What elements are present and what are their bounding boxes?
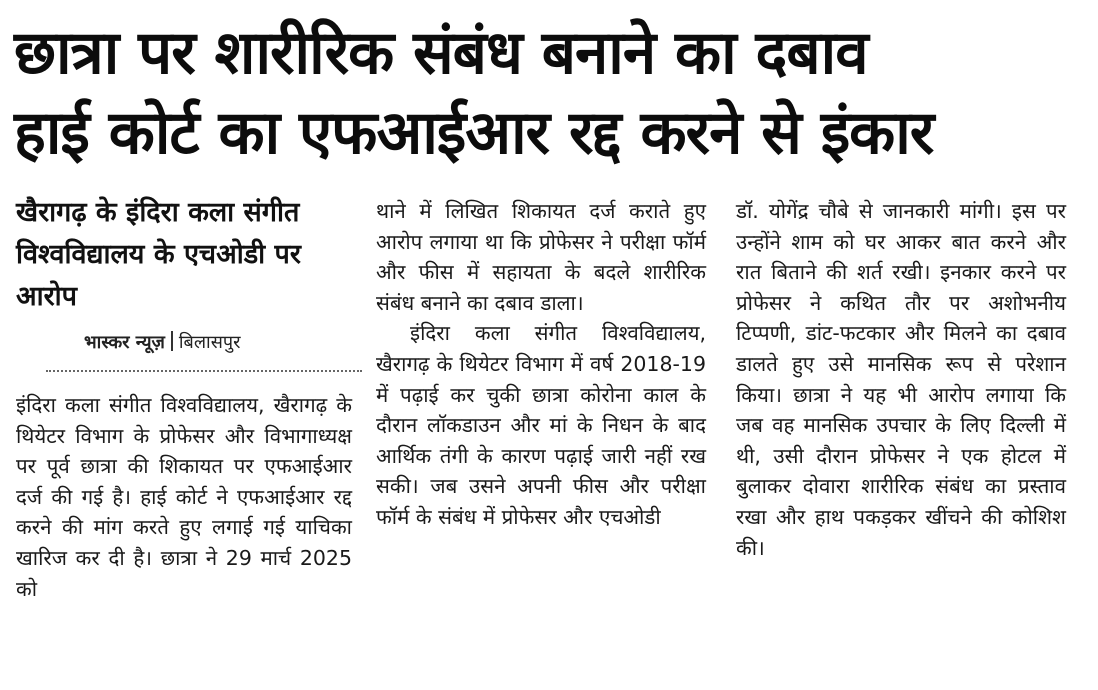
- byline-separator: [171, 331, 173, 351]
- byline: [16, 330, 352, 356]
- article-paragraph: थाने में लिखित शिकायत दर्ज कराते हुए आरोप लगाया था कि प्रोफेसर ने परीक्षा फॉर्म और फीस में सहायता के बदले शारीरिक संबंध बनाने का दबाव डाला।: [376, 199, 706, 315]
- article-column-2: [376, 196, 706, 533]
- article-paragraph: डॉ. योगेंद्र चौबे से जानकारी मांगी। इस पर उन्होंने शाम को घर आकर बात करने और रात बिताने की शर्त रखी। इनकार करने पर प्रोफेसर ने कथित तौर पर अशोभनीय टिप्पणी, डांट-फटकार और मिलने का दबाव डालते हुए उसे मानसिक रूप से परेशान किया। छात्रा ने यह भी आरोप लगाया कि जब वह मानसिक उपचार के लिए दिल्ली में थी, उसी दौरान प्रोफेसर ने एक होटल में बुलाकर दोवारा शारीरिक संबंध का प्रस्ताव रखा और हाथ पकड़कर खींचने की कोशिश की।: [736, 199, 1066, 560]
- article-paragraph: इंदिरा कला संगीत विश्वविद्यालय, खैरागढ़ के थियेटर विभाग के प्रोफेसर और विभागाध्यक्ष पर पूर्व छात्रा की शिकायत पर एफआईआर दर्ज की गई है। हाई कोर्ट ने एफआईआर रद्द करने की मांग करते हुए लगाई गई याचिका खारिज कर दी है। छात्रा ने 29 मार्च 2025 को: [16, 393, 352, 601]
- byline-agency: भास्कर न्यूज़: [84, 332, 165, 353]
- article-paragraph: इंदिरा कला संगीत विश्वविद्यालय, खैरागढ़ के थियेटर विभाग में वर्ष 2018-19 में पढ़ाई कर चुकी छात्रा कोरोना काल के दौरान लॉकडाउन और मां के निधन के बाद आर्थिक तंगी के कारण पढ़ाई जारी नहीं रख सकी। जब उसने अपनी फीस और परीक्षा फॉर्म के संबंध में प्रोफेसर और एचओडी: [376, 321, 706, 529]
- subheadline: खैरागढ़ के इंदिरा कला संगीत विश्वविद्यालय के एचओडी पर आरोप: [16, 197, 301, 312]
- dotted-divider: [46, 370, 362, 372]
- byline-city: बिलासपुर: [178, 332, 241, 353]
- headline-line-2: हाई कोर्ट का एफआईआर रद्द करने से इंकार: [14, 98, 934, 168]
- headline-line-1: छात्रा पर शारीरिक संबंध बनाने का दबाव: [14, 18, 868, 88]
- article-column-1: [16, 192, 352, 604]
- article-column-3: [736, 196, 1066, 563]
